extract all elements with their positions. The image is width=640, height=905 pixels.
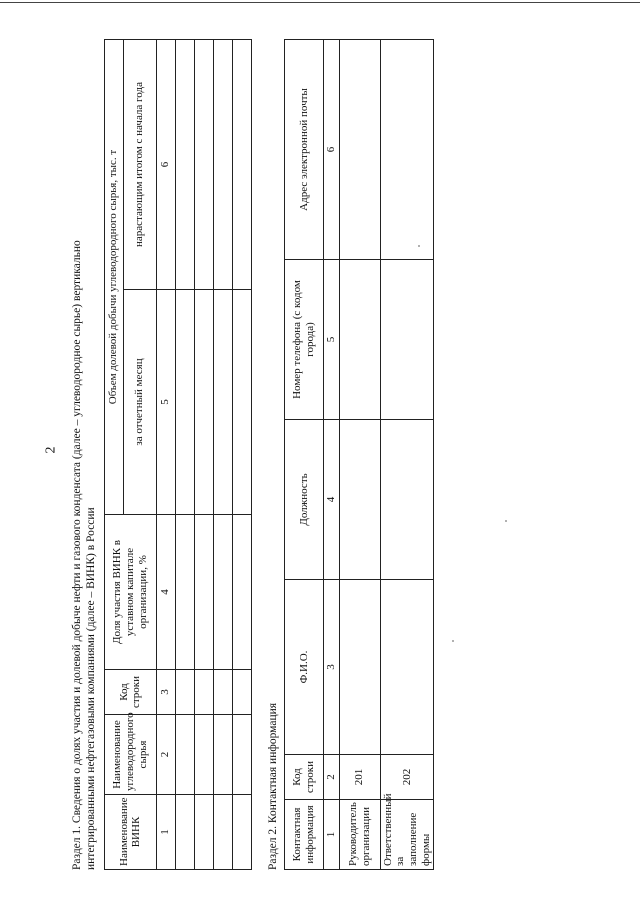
section2-title: Раздел 2. Контактная информация	[266, 702, 279, 870]
section1-cell[interactable]	[232, 515, 251, 670]
section1-cell[interactable]	[175, 290, 194, 515]
section1-cell[interactable]	[175, 515, 194, 670]
section1-col-header: Доля участия ВИНК в уставном капитале организации, %	[104, 515, 156, 670]
section1-subheader: за отчетный месяц	[123, 290, 156, 515]
section2-row-code: 202	[380, 755, 434, 800]
section1-cell[interactable]	[194, 715, 213, 795]
section2-col-header: Номер телефона (с кодом города)	[285, 260, 324, 420]
section1-cell[interactable]	[175, 670, 194, 715]
section1-col-header: Код строки	[104, 670, 156, 715]
section2-col-number: 1	[324, 800, 340, 870]
section1-cell[interactable]	[213, 670, 232, 715]
section1-cell[interactable]	[175, 795, 194, 870]
section1-col-number: 5	[156, 290, 175, 515]
section2-col-header: Контактная информация	[285, 800, 324, 870]
section1-subheader: нарастающим итогом с начала года	[123, 40, 156, 290]
section1-cell[interactable]	[213, 290, 232, 515]
section1-col-header: Наименование ВИНК	[104, 795, 156, 870]
page-top-rule	[0, 2, 640, 3]
section1-data-row	[213, 40, 232, 870]
section1-header-row	[104, 40, 123, 870]
section1-cell[interactable]	[232, 40, 251, 290]
section2-col-number: 4	[324, 420, 340, 580]
section1-cell[interactable]	[232, 290, 251, 515]
section1-number-row	[156, 40, 175, 870]
section1-heading	[70, 40, 99, 870]
section1-group-header: Объем долевой добычи углеводородного сырья, тыс. т	[104, 40, 123, 515]
section1-cell[interactable]	[213, 515, 232, 670]
section1-cell[interactable]	[213, 715, 232, 795]
section1-heading-line1: Раздел 1. Сведения о долях участия и долевой добыче нефти и газового конденсата (далее – углеводородное сырье) вертикально	[71, 240, 83, 870]
scan-speck	[418, 245, 420, 247]
section2-col-number: 5	[324, 260, 340, 420]
section1-cell[interactable]	[194, 290, 213, 515]
section1-table	[104, 39, 252, 870]
section2-col-header: Адрес электронной почты	[285, 40, 324, 260]
section2-col-number: 3	[324, 580, 340, 755]
section1-cell[interactable]	[194, 670, 213, 715]
section1-col-header: Наименование углеводородного сырья	[104, 715, 156, 795]
section1-data-row	[194, 40, 213, 870]
section1-col-number: 2	[156, 715, 175, 795]
scan-speck	[505, 520, 507, 522]
section2-cell-fio[interactable]	[339, 580, 380, 755]
section2-col-header: Должность	[285, 420, 324, 580]
section1-heading-line2: интегрированными нефтегазовыми компаниями (далее – ВИНК) в России	[85, 507, 98, 870]
section2-row-label: Ответственный за заполнение формы	[380, 800, 434, 870]
section2-cell-phone[interactable]	[380, 260, 434, 420]
section2-col-header: Ф.И.О.	[285, 580, 324, 755]
section1-cell[interactable]	[213, 795, 232, 870]
section1-cell[interactable]	[175, 715, 194, 795]
section2-cell-email[interactable]	[339, 40, 380, 260]
scan-speck	[452, 640, 454, 642]
section1-data-row	[175, 40, 194, 870]
rotated-form-page	[70, 40, 434, 870]
section1-data-row	[232, 40, 251, 870]
section2-row-code: 201	[339, 755, 380, 800]
section2-col-number: 2	[324, 755, 340, 800]
section2-cell-position[interactable]	[380, 420, 434, 580]
section1-cell[interactable]	[194, 515, 213, 670]
page-number: 2	[43, 446, 59, 454]
section1-col-number: 3	[156, 670, 175, 715]
section2-row-label: Руководитель организации	[339, 800, 380, 870]
section2-table	[284, 39, 434, 870]
section2-row-head	[339, 40, 380, 870]
section1-col-number: 1	[156, 795, 175, 870]
section1-cell[interactable]	[194, 795, 213, 870]
section1-cell[interactable]	[194, 40, 213, 290]
section2-col-number: 6	[324, 40, 340, 260]
section1-col-number: 4	[156, 515, 175, 670]
section2-number-row	[324, 40, 340, 870]
section1-cell[interactable]	[232, 795, 251, 870]
section2-header-row	[285, 40, 324, 870]
section2-row-responsible	[380, 40, 434, 870]
section2-cell-fio[interactable]	[380, 580, 434, 755]
section1-cell[interactable]	[175, 40, 194, 290]
section2-cell-phone[interactable]	[339, 260, 380, 420]
section1-cell[interactable]	[232, 670, 251, 715]
section2-cell-position[interactable]	[339, 420, 380, 580]
section1-cell[interactable]	[213, 40, 232, 290]
section1-col-number: 6	[156, 40, 175, 290]
section2-col-header: Код строки	[285, 755, 324, 800]
section2-cell-email[interactable]	[380, 40, 434, 260]
section1-cell[interactable]	[232, 715, 251, 795]
